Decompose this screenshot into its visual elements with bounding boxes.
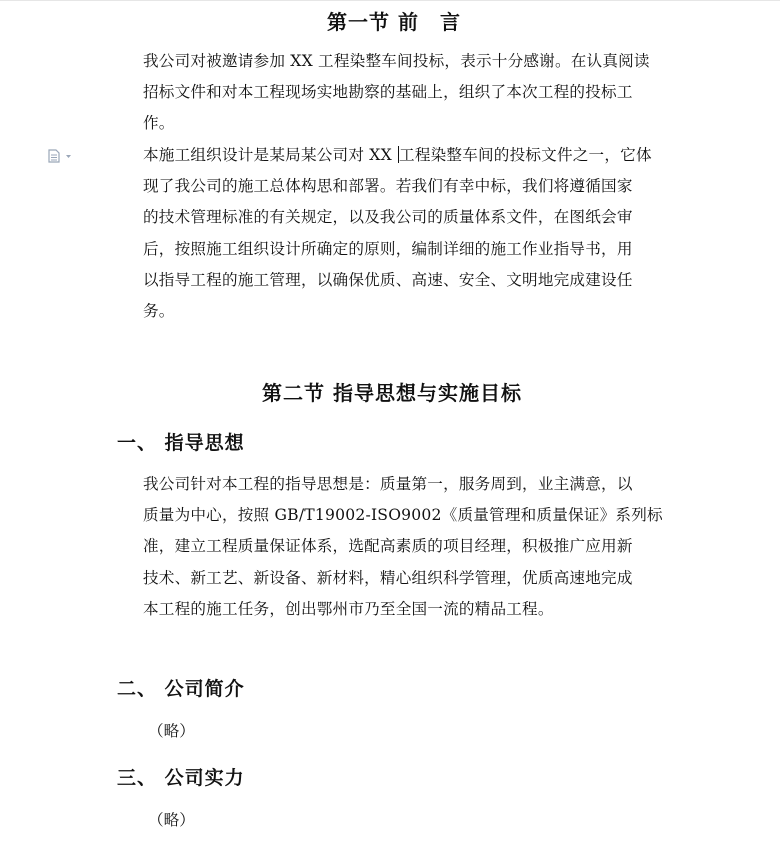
company-strength-note: （略） xyxy=(148,811,195,829)
paragraph-line: 作。 xyxy=(143,114,175,133)
paragraph-line xyxy=(143,140,652,171)
section-2-title: 第二节 指导思想与实施目标 xyxy=(262,381,522,405)
page-top-divider xyxy=(0,0,780,1)
guiding-ideology-paragraph[interactable] xyxy=(143,469,663,625)
paragraph-line: 务。 xyxy=(143,302,175,321)
paragraph-line: 我公司针对本工程的指导思想是：质量第一，服务周到，业主满意，以 xyxy=(143,475,633,493)
paragraph-line: 以指导工程的施工管理，以确保优质、高速、安全、文明地完成建设任 xyxy=(143,270,633,289)
paragraph-line: 我公司对被邀请参加 XX 工程染整车间投标，表示十分感谢。在认真阅读 xyxy=(143,52,650,70)
paragraph-line: 质量为中心，按照 GB/T19002-ISO9002《质量管理和质量保证》系列标 xyxy=(143,506,663,525)
paragraph-text: 工程染整车间的投标文件之一，它体 xyxy=(399,146,652,164)
paragraph-line: 招标文件和对本工程现场实地勘察的基础上，组织了本次工程的投标工 xyxy=(143,83,633,102)
document-paragraph-icon[interactable] xyxy=(48,149,76,163)
intro-paragraph-1[interactable] xyxy=(143,46,650,140)
paragraph-line: 准，建立工程质量保证体系，选配高素质的项目经理，积极推广应用新 xyxy=(143,537,633,556)
subsection-company-profile-title: 二、 公司简介 xyxy=(117,678,245,700)
subsection-guiding-ideology-title: 一、 指导思想 xyxy=(117,432,245,454)
paragraph-line: 现了我公司的施工总体构思和部署。若我们有幸中标，我们将遵循国家 xyxy=(143,177,633,196)
paragraph-line: 技术、新工艺、新设备、新材料，精心组织科学管理，优质高速地完成 xyxy=(143,568,633,587)
paragraph-line: 的技术管理标准的有关规定，以及我公司的质量体系文件，在图纸会审 xyxy=(143,208,633,227)
paragraph-line: 本工程的施工任务，创出鄂州市乃至全国一流的精品工程。 xyxy=(143,599,554,618)
paragraph-line: 后，按照施工组织设计所确定的原则，编制详细的施工作业指导书，用 xyxy=(143,239,633,258)
section-1-title: 第一节 前 言 xyxy=(327,10,461,34)
company-profile-note: （略） xyxy=(148,722,195,740)
subsection-company-strength-title: 三、 公司实力 xyxy=(117,767,245,789)
paragraph-text: 本施工组织设计是某局某公司对 XX xyxy=(143,146,398,164)
intro-paragraph-2[interactable] xyxy=(143,140,652,327)
